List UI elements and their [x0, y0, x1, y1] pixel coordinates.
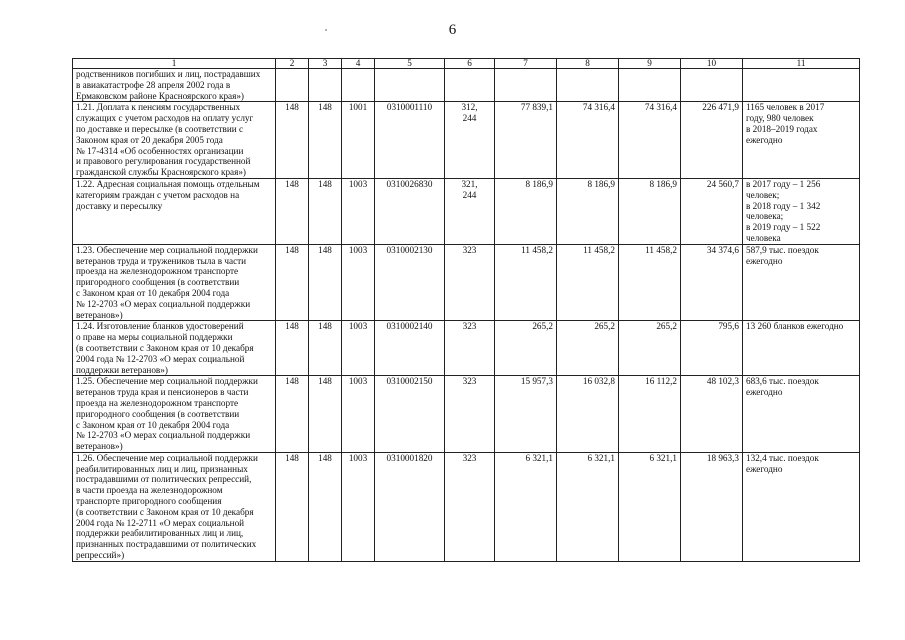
text-line: 2004 года № 12-2711 «О мерах социальной: [76, 517, 245, 528]
text-line: пригородного сообщения (в соответствии: [76, 277, 240, 288]
text-line: 683,6 тыс. поездок: [746, 376, 819, 387]
amount-2018-cell: 11 458,2: [557, 244, 619, 321]
text-line: гражданской службы Красноярского края»): [76, 167, 246, 178]
amount-2017-cell: 11 458,2: [495, 244, 557, 321]
expense-type-cell: [445, 69, 495, 102]
text-line: 1.21. Доплата к пенсиям государственных: [76, 102, 241, 113]
text-line: Ермаковском районе Красноярского края»): [76, 90, 244, 101]
text-line: 323: [462, 376, 477, 387]
expense-type-cell: [445, 452, 495, 561]
measure-name-cell: [73, 244, 276, 321]
table-row: [73, 244, 860, 321]
text-line: проезда на железнодорожном транспорте: [76, 397, 239, 408]
column-number-3: 3: [309, 59, 342, 69]
expected-result-cell: [743, 244, 860, 321]
amount-total-cell: 48 102,3: [681, 376, 743, 453]
column-number-6: 6: [445, 59, 495, 69]
column-number-7: 7: [495, 59, 557, 69]
amount-total-cell: 795,6: [681, 321, 743, 376]
target-article-cell: 0310001820: [375, 452, 445, 561]
text-line: году, 980 человек: [746, 113, 814, 124]
text-line: пригородного сообщения (в соответствии: [76, 408, 240, 419]
text-line: 244: [462, 113, 477, 124]
expected-result-cell: [743, 69, 860, 102]
text-line: родственников погибших и лиц, пострадавших: [76, 69, 261, 79]
text-line: транспорте пригородного сообщения: [76, 496, 222, 507]
department-code-cell: 148: [309, 376, 342, 453]
target-article-cell: 0310026830: [375, 178, 445, 244]
amount-2018-cell: [557, 69, 619, 102]
text-line: категориям граждан с учетом расходов на: [76, 189, 240, 200]
column-number-8: 8: [557, 59, 619, 69]
amount-2019-cell: 74 316,4: [619, 102, 681, 179]
text-line: 1165 человек в 2017: [746, 102, 825, 113]
text-line: ветеранов»): [76, 441, 123, 452]
column-number-1: 1: [73, 59, 276, 69]
text-line: признанных пострадавшими от политических: [76, 539, 257, 550]
table-row: [73, 102, 860, 179]
text-line: проезда на железнодорожном транспорте: [76, 266, 239, 277]
text-line: 132,4 тыс. поездок: [746, 452, 819, 463]
glava-code-cell: 148: [276, 178, 309, 244]
table-row: [73, 376, 860, 453]
expected-result-cell: [743, 376, 860, 453]
text-line: 1.23. Обеспечение мер социальной поддержки: [76, 244, 258, 255]
amount-2018-cell: 16 032,8: [557, 376, 619, 453]
department-code-cell: 148: [309, 102, 342, 179]
budget-table: [72, 58, 860, 562]
text-line: реабилитированных лиц и лиц, признанных: [76, 463, 248, 474]
text-line: по доставке и пересылке (в соответствии с: [76, 123, 244, 134]
expected-result-cell: [743, 452, 860, 561]
text-line: 244: [462, 189, 477, 200]
text-line: 323: [462, 452, 477, 463]
page-number: 6: [448, 22, 457, 38]
expected-result-cell: [743, 102, 860, 179]
text-line: с Законом края от 10 декабря 2004 года: [76, 419, 230, 430]
measure-name-cell: [73, 321, 276, 376]
department-code-cell: 148: [309, 244, 342, 321]
glava-code-cell: 148: [276, 452, 309, 561]
amount-2018-cell: 265,2: [557, 321, 619, 376]
text-line: № 17-4314 «Об особенностях организации: [76, 145, 244, 156]
column-number-5: 5: [375, 59, 445, 69]
table-row: [73, 321, 860, 376]
amount-2019-cell: 11 458,2: [619, 244, 681, 321]
glava-code-cell: 148: [276, 102, 309, 179]
amount-total-cell: [681, 69, 743, 102]
column-number-2: 2: [276, 59, 309, 69]
text-line: и правового регулирования государственной: [76, 156, 251, 167]
amount-2019-cell: [619, 69, 681, 102]
expense-type-cell: [445, 244, 495, 321]
target-article-cell: 0310002150: [375, 376, 445, 453]
amount-2019-cell: 16 112,2: [619, 376, 681, 453]
section-code-cell: 1001: [342, 102, 375, 179]
section-code-cell: 1003: [342, 178, 375, 244]
measure-name-cell: [73, 69, 276, 102]
target-article-cell: [375, 69, 445, 102]
column-number-row: [73, 59, 860, 69]
text-line: № 12-2703 «О мерах социальной поддержки: [76, 430, 251, 441]
text-line: (в соответствии с Законом края от 10 декабря: [76, 506, 254, 517]
amount-2019-cell: 6 321,1: [619, 452, 681, 561]
amount-2017-cell: 15 957,3: [495, 376, 557, 453]
amount-total-cell: 18 963,3: [681, 452, 743, 561]
text-line: 1.25. Обеспечение мер социальной поддержки: [76, 376, 258, 387]
text-line: ветеранов труда края и пенсионеров в части: [76, 387, 249, 398]
glava-code-cell: 148: [276, 321, 309, 376]
target-article-cell: 0310001110: [375, 102, 445, 179]
amount-2017-cell: 265,2: [495, 321, 557, 376]
text-line: человек;: [746, 189, 780, 200]
text-line: 323: [462, 321, 477, 332]
section-code-cell: 1003: [342, 321, 375, 376]
text-line: 13 260 бланков ежегодно: [746, 321, 844, 332]
amount-total-cell: 226 471,9: [681, 102, 743, 179]
text-line: ежегодно: [746, 387, 783, 398]
amount-2019-cell: 8 186,9: [619, 178, 681, 244]
expense-type-cell: [445, 376, 495, 453]
column-number-9: 9: [619, 59, 681, 69]
text-line: в 2019 году – 1 522: [746, 222, 821, 233]
amount-total-cell: 34 374,6: [681, 244, 743, 321]
text-line: (в соответствии с Законом края от 10 декабря: [76, 342, 254, 353]
text-line: служащих с учетом расходов на оплату услуг: [76, 113, 254, 124]
expected-result-cell: [743, 178, 860, 244]
section-code-cell: 1003: [342, 244, 375, 321]
text-line: 1.26. Обеспечение мер социальной поддержки: [76, 452, 258, 463]
section-code-cell: 1003: [342, 452, 375, 561]
text-line: 312,: [461, 102, 478, 113]
amount-2018-cell: 74 316,4: [557, 102, 619, 179]
text-line: 321,: [461, 178, 478, 189]
amount-2017-cell: 77 839,1: [495, 102, 557, 179]
glava-code-cell: [276, 69, 309, 102]
expense-type-cell: [445, 321, 495, 376]
expected-result-cell: [743, 321, 860, 376]
text-line: ветеранов»): [76, 309, 123, 320]
measure-name-cell: [73, 178, 276, 244]
measure-name-cell: [73, 102, 276, 179]
text-line: в авиакатастрофе 28 апреля 2002 года в: [76, 79, 231, 90]
department-code-cell: [309, 69, 342, 102]
section-code-cell: 1003: [342, 376, 375, 453]
text-line: поддержки реабилитированных лиц и лиц,: [76, 528, 244, 539]
text-line: ежегодно: [746, 255, 783, 266]
column-number-11: 11: [743, 59, 860, 69]
table-body: [73, 69, 860, 562]
table-row: [73, 69, 860, 102]
text-line: ежегодно: [746, 463, 783, 474]
text-line: 1.22. Адресная социальная помощь отдельным: [76, 178, 260, 189]
text-line: в 2018 году – 1 342: [746, 200, 821, 211]
amount-2018-cell: 6 321,1: [557, 452, 619, 561]
glava-code-cell: 148: [276, 244, 309, 321]
amount-2017-cell: 8 186,9: [495, 178, 557, 244]
measure-name-cell: [73, 452, 276, 561]
target-article-cell: 0310002140: [375, 321, 445, 376]
text-line: в 2018–2019 годах: [746, 123, 818, 134]
section-code-cell: [342, 69, 375, 102]
column-number-4: 4: [342, 59, 375, 69]
text-line: репрессий»): [76, 550, 125, 561]
text-line: в 2017 году – 1 256: [746, 178, 821, 189]
text-line: человека: [746, 232, 781, 243]
measure-name-cell: [73, 376, 276, 453]
text-line: доставку и пересылку: [76, 200, 163, 211]
expense-type-cell: [445, 102, 495, 179]
column-number-10: 10: [681, 59, 743, 69]
amount-2018-cell: 8 186,9: [557, 178, 619, 244]
amount-total-cell: 24 560,7: [681, 178, 743, 244]
text-line: с Законом края от 10 декабря 2004 года: [76, 287, 230, 298]
text-line: поддержки ветеранов»): [76, 364, 168, 375]
text-line: 2004 года № 12-2703 «О мерах социальной: [76, 353, 245, 364]
text-line: 1.24. Изготовление бланков удостоверений: [76, 321, 244, 332]
scan-speck: [325, 29, 327, 31]
amount-2019-cell: 265,2: [619, 321, 681, 376]
glava-code-cell: 148: [276, 376, 309, 453]
text-line: в части проезда на железнодорожном: [76, 485, 223, 496]
department-code-cell: 148: [309, 452, 342, 561]
text-line: человека;: [746, 211, 784, 222]
text-line: № 12-2703 «О мерах социальной поддержки: [76, 298, 251, 309]
department-code-cell: 148: [309, 321, 342, 376]
amount-2017-cell: 6 321,1: [495, 452, 557, 561]
text-line: пострадавшими от политических репрессий,: [76, 474, 252, 485]
table-row: [73, 178, 860, 244]
text-line: 587,9 тыс. поездок: [746, 244, 819, 255]
department-code-cell: 148: [309, 178, 342, 244]
text-line: Законом края от 20 декабря 2005 года: [76, 134, 223, 145]
expense-type-cell: [445, 178, 495, 244]
target-article-cell: 0310002130: [375, 244, 445, 321]
table-row: [73, 452, 860, 561]
text-line: ежегодно: [746, 134, 783, 145]
amount-2017-cell: [495, 69, 557, 102]
text-line: ветеранов труда и тружеников тыла в части: [76, 255, 247, 266]
text-line: 323: [462, 244, 477, 255]
text-line: о праве на меры социальной поддержки: [76, 332, 233, 343]
